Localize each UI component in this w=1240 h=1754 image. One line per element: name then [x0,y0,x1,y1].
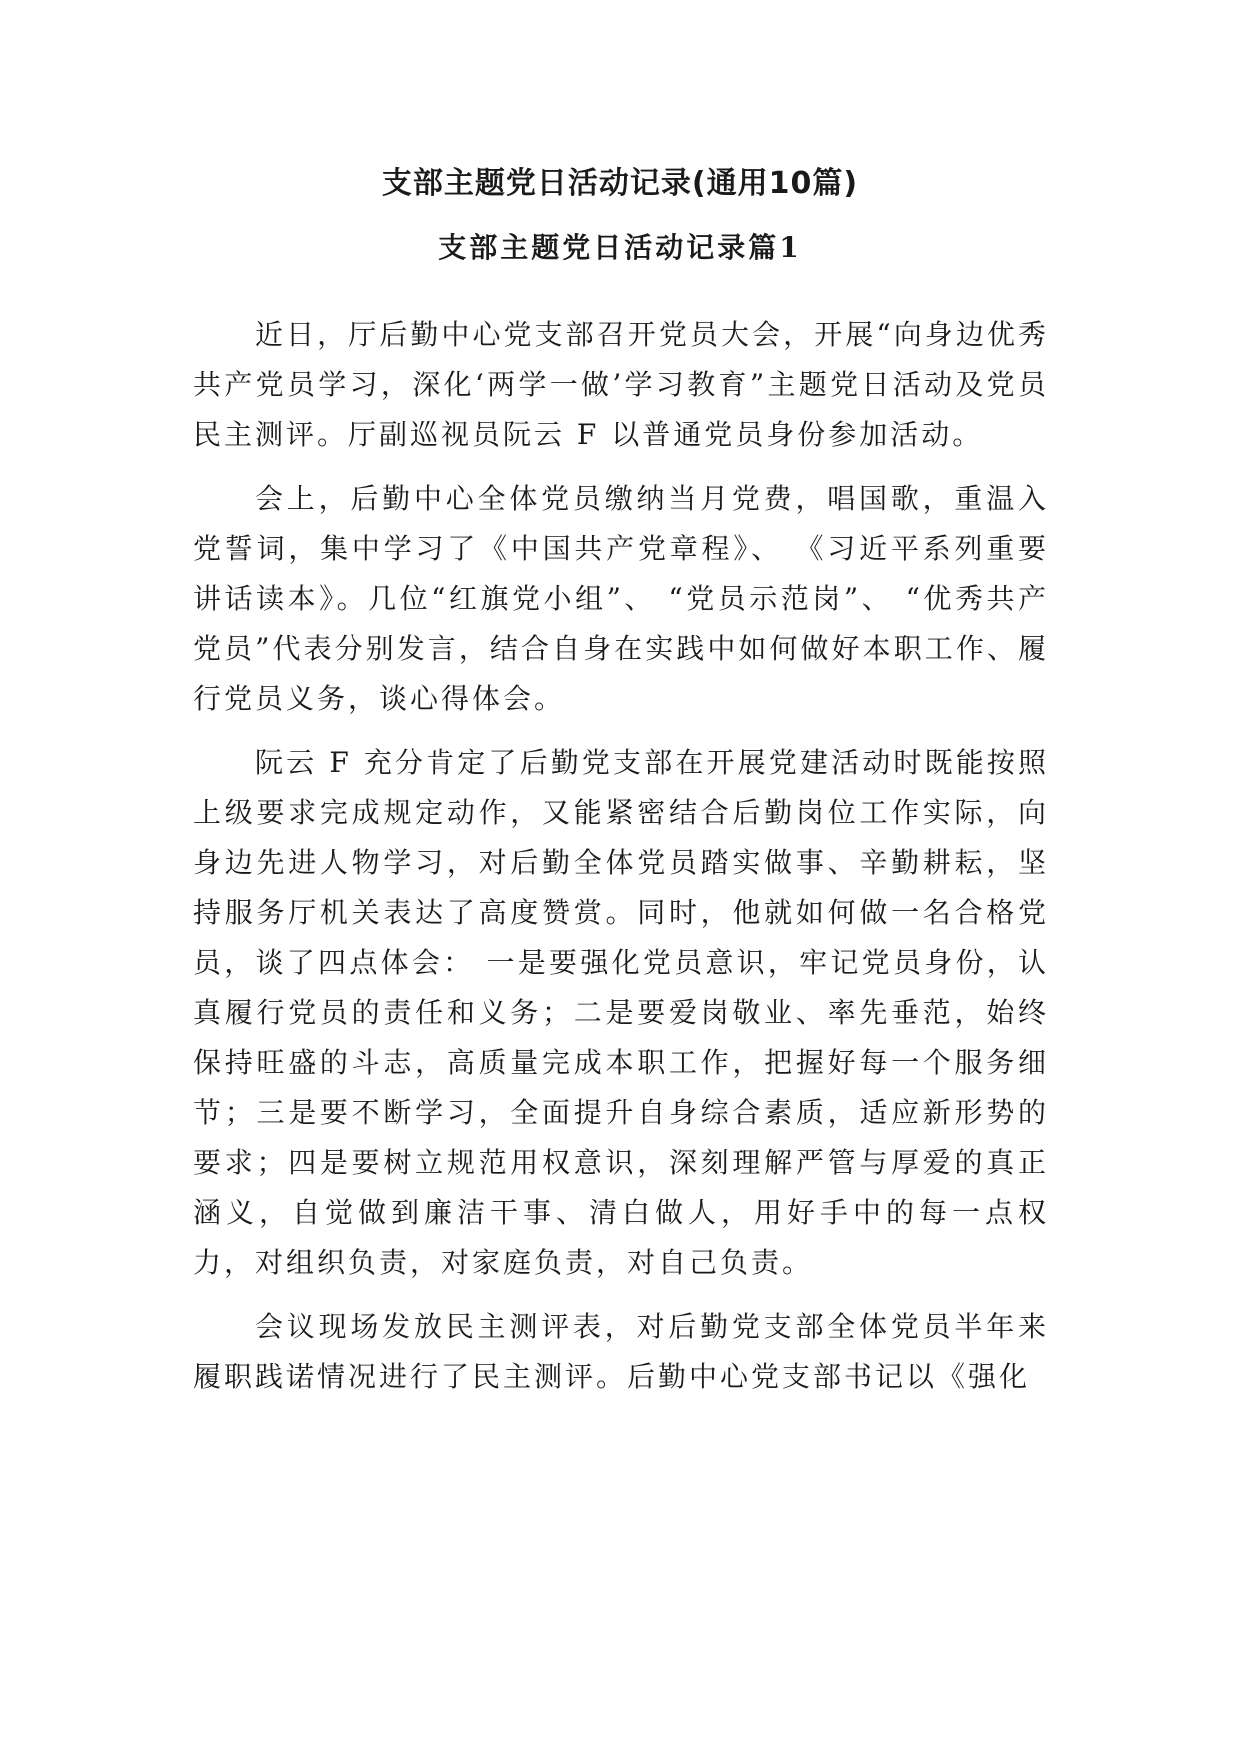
paragraph-2: 会上，后勤中心全体党员缴纳当月党费，唱国歌，重温入党誓词，集中学习了《中国共产党章程》、 《习近平系列重要讲话读本》。几位“红旗党小组”、 “党员示范岗”、 “优秀共产党员”代表分别发言，结合自身在实践中如何做好本职工作、履行党员义务，谈心得体会。 [193,482,1049,715]
paragraph-3: 阮云 F 充分肯定了后勤党支部在开展党建活动时既能按照上级要求完成规定动作，又能紧密结合后勤岗位工作实际，向身边先进人物学习，对后勤全体党员踏实做事、辛勤耕耘，坚持服务厅机关表达了高度赞赏。同时，他就如何做一名合格党员，谈了四点体会： 一是要强化党员意识，牢记党员身份，认真履行党员的责任和义务；二是要爱岗敬业、率先垂范，始终保持旺盛的斗志，高质量完成本职工作，把握好每一个服务细节；三是要不断学习，全面提升自身综合素质，适应新形势的要求；四是要树立规范用权意识，深刻理解严管与厚爱的真正涵义，自觉做到廉洁干事、清白做人，用好手中的每一点权力，对组织负责，对家庭负责，对自己负责。 [193,746,1049,1279]
paragraph-1: 近日，厅后勤中心党支部召开党员大会，开展“向身边优秀共产党员学习，深化‘两学一做’学习教育”主题党日活动及党员民主测评。厅副巡视员阮云 F 以普通党员身份参加活动。 [193,318,1049,451]
section-subtitle: 支部主题党日活动记录篇1 [438,231,802,264]
paragraph-4: 会议现场发放民主测评表，对后勤党支部全体党员半年来履职践诺情况进行了民主测评。后勤中心党支部书记以《强化 [193,1310,1049,1393]
document-title: 支部主题党日活动记录(通用10篇) [381,166,859,201]
document-body [193,310,1049,1416]
